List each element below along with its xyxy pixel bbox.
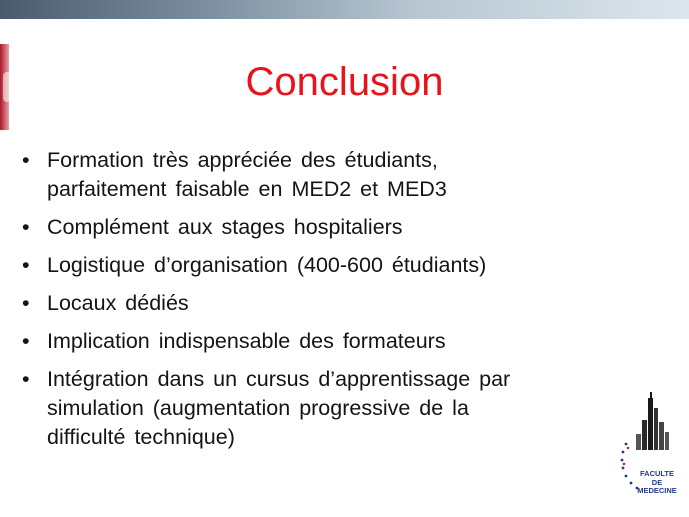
bullet-text: Logistique d’organisation (400-600 étudiants) [47, 253, 487, 277]
bullet-item [22, 289, 622, 318]
bullet-item [22, 251, 622, 280]
top-banner [0, 0, 689, 19]
bullet-text: simulation (augmentation progressive de la [47, 396, 469, 420]
bullet-text: parfaitement faisable en MED2 et MED3 [47, 177, 447, 201]
logo-line-1: FACULTE [639, 469, 675, 478]
bullet-dot: • [22, 291, 30, 315]
bullet-dot: • [22, 215, 30, 239]
logo-line-2: DE MEDECINE [637, 477, 677, 495]
bullet-item [22, 213, 622, 242]
bullet-text: difficulté technique) [47, 425, 235, 449]
building-icon [636, 392, 669, 450]
bullet-text: Complément aux stages hospitaliers [47, 215, 403, 239]
red-accent [623, 447, 629, 465]
bullet-list [22, 146, 622, 461]
logo-caption [632, 470, 682, 496]
bullet-dot: • [22, 253, 30, 277]
bullet-text: Intégration dans un cursus d’apprentissage par [47, 367, 511, 391]
slide-title: Conclusion [245, 60, 444, 104]
bullet-dot: • [22, 329, 30, 353]
bullet-item [22, 146, 622, 204]
bullet-text: Implication indispensable des formateurs [47, 329, 446, 353]
bullet-text: Formation très appréciée des étudiants, [47, 148, 438, 172]
bullet-dot: • [22, 148, 30, 172]
bullet-item [22, 365, 622, 452]
bullet-item [22, 327, 622, 356]
bullet-text: Locaux dédiés [47, 291, 189, 315]
bullet-dot: • [22, 367, 30, 391]
